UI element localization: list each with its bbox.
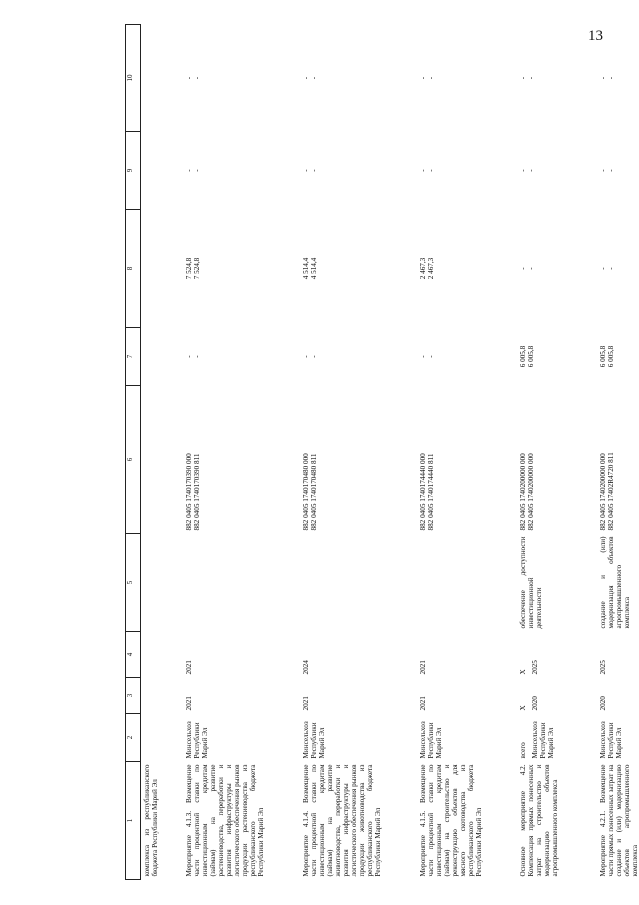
cell-activity-name: Мероприятие 4.1.5. Возмещение части процентной ставки по инвестиционным кредитам (займам) на строительство и реконструкцию объектов для мясного скотоводства из республиканского бюджета Республики Марий Эл: [418, 764, 483, 877]
cell-budget-code: 882 0405 1740170480 000 882 0405 1740170480 811: [301, 453, 318, 531]
cell-result: создание и (или) модернизация объектов агропромышленного комплекса: [598, 536, 631, 629]
table-row: [417, 25, 517, 880]
header-col-6: 6: [126, 386, 141, 534]
cell-col8: 7 524,8 7 524,8: [184, 257, 201, 280]
table-row: [183, 25, 300, 880]
cell-executor: Минсельхоз Республики Марий Эл: [598, 721, 623, 759]
cell-col10: - -: [418, 76, 435, 80]
cell-col9: - -: [598, 169, 615, 172]
cell-activity-name: Основное мероприятие 4.2. Компенсация прямых понесенных затрат на строительство и модернизацию объектов агропромышленного комплекса: [518, 764, 559, 877]
cell-budget-code: 882 0405 1740170390 000 882 0405 1740170390 811: [184, 453, 201, 531]
header-col-8: 8: [126, 210, 141, 328]
page-number: 13: [588, 28, 603, 44]
cell-activity-name: Мероприятие 4.1.4. Возмещение части процентной ставки по инвестиционным кредитам (займам) на развитие животноводства, переработки и развития инфраструктуры и логистического обеспечения рынков продукции животноводства из республиканского бюджета Республики Марий Эл: [301, 764, 383, 877]
cell-start-year: 2021: [184, 696, 193, 711]
cell-col7: - -: [418, 355, 435, 358]
cell-start-year: 2021: [301, 696, 310, 711]
cell-end-year: 2024: [301, 660, 310, 675]
cell-col9: - -: [418, 169, 435, 172]
cell-budget-code: 882 0405 1740200000 000 882 0405 17402R4720 811: [598, 452, 615, 531]
cell-col10: - -: [598, 76, 615, 80]
cell-col10: - -: [301, 76, 318, 80]
cell-result: [300, 534, 417, 632]
cell-col7: 6 005,8 6 005,8: [598, 345, 615, 368]
cell-col10: - -: [184, 76, 201, 80]
table-row: [517, 25, 597, 880]
cell-result: обеспечение доступности инвестиционной деятельности: [518, 536, 543, 629]
cell-col9: - -: [518, 169, 535, 172]
cell-col9: - -: [301, 169, 318, 172]
cell-budget-code: 882 0405 1740200000 000 882 0405 1740200000 000: [518, 453, 535, 531]
cell-executor: Минсельхоз Республики Марий Эл: [418, 721, 443, 759]
cell-executor: Минсельхоз Республики Марий Эл: [184, 721, 209, 759]
cell-col7: 6 005,8 6 005,8: [518, 345, 535, 368]
header-col-7: 7: [126, 328, 141, 386]
cell-activity-name: комплекса из республиканского бюджета Республики Марий Эл: [143, 764, 160, 877]
header-col-1: 1: [126, 762, 141, 880]
cell-col9: - -: [184, 169, 201, 172]
cell-end-year: 2021: [184, 660, 193, 675]
table-row: [597, 25, 639, 880]
cell-end-year: 2021: [418, 660, 427, 675]
cell-end-year: 2025: [598, 660, 607, 675]
cell-result: [417, 534, 517, 632]
table-row: [300, 25, 417, 880]
cell-activity-name: Мероприятие 4.2.1. Возмещение части прямых понесенных затрат на создание и (или) модернизацию объектов агропромышленного комплекса: [598, 764, 639, 877]
header-col-9: 9: [126, 132, 141, 210]
header-col-3: 3: [126, 678, 141, 714]
cell-executor: Минсельхоз Республики Марий Эл: [301, 721, 326, 759]
table-row: [141, 25, 183, 880]
cell-col7: - -: [184, 355, 201, 358]
header-col-5: 5: [126, 534, 141, 632]
cell-col10: - -: [518, 76, 535, 80]
cell-activity-name: Мероприятие 4.1.3. Возмещение части процентной ставки по инвестиционным кредитам (займам) на развитие растениеводства, переработки и развития инфраструктуры и логистического обеспечения рынков продукции растениеводства из республиканского бюджета Республики Марий Эл: [184, 764, 266, 877]
program-table: [125, 24, 639, 880]
cell-start-year: 2020: [598, 696, 607, 711]
cell-col8: - -: [598, 267, 615, 270]
cell-col8: 2 467,3 2 467,3: [418, 257, 435, 280]
header-col-4: 4: [126, 632, 141, 678]
cell-executor: всего Минсельхоз Республики Марий Эл: [518, 721, 555, 759]
table-header: [126, 25, 141, 880]
cell-start-year: 2021: [418, 696, 427, 711]
cell-result: [183, 534, 300, 632]
cell-start-year: Х 2020: [518, 696, 539, 711]
cell-budget-code: 882 0405 1740174440 000 882 0405 1740174440 811: [418, 453, 435, 531]
header-col-2: 2: [126, 714, 141, 762]
cell-col7: - -: [301, 355, 318, 358]
cell-col8: 4 514,4 4 514,4: [301, 257, 318, 280]
header-col-10: 10: [126, 25, 141, 132]
rotated-page-content: [125, 25, 639, 880]
cell-col8: - -: [518, 267, 535, 270]
cell-end-year: Х 2025: [518, 660, 539, 675]
